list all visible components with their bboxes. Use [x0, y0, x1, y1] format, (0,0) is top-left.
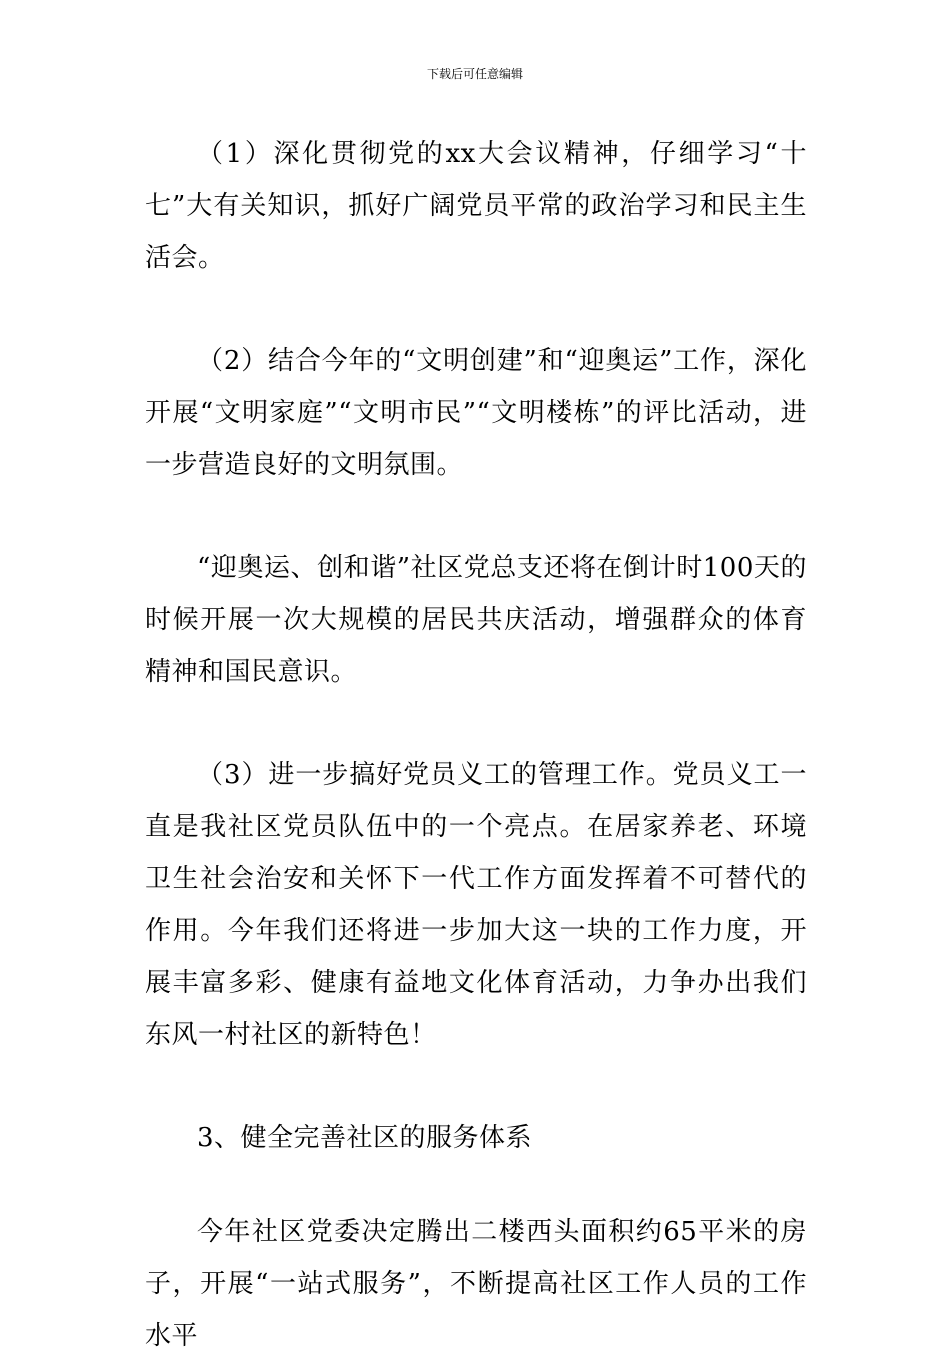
paragraph-spacer — [145, 698, 807, 749]
paragraph-volunteer-management: （3）进一步搞好党员义工的管理工作。党员义工一直是我社区党员队伍中的一个亮点。在居家养老、环境卫生社会治安和关怀下一代工作方面发挥着不可替代的作用。今年我们还将进一步加大这一块的工作力度，开展丰富多彩、健康有益地文化体育活动，力争办出我们东风一村社区的新特色！ — [145, 760, 807, 1050]
paragraph-civilization-campaign: （2）结合今年的“文明创建”和“迎奥运”工作，深化开展“文明家庭”“文明市民”“文明楼栋”的评比活动，进一步营造良好的文明氛围。 — [145, 346, 807, 480]
paragraph-study-spirit: （1）深化贯彻党的xx大会议精神，仔细学习“十七”大有关知识，抓好广阔党员平常的政治学习和民主生活会。 — [145, 139, 807, 273]
paragraph-spacer — [145, 1164, 807, 1206]
section-heading-service-system: 3、健全完善社区的服务体系 — [197, 1123, 533, 1153]
paragraph-spacer — [145, 491, 807, 542]
document-body — [145, 128, 807, 1362]
paragraph-olympics-celebration: “迎奥运、创和谐”社区党总支还将在倒计时100天的时候开展一次大规模的居民共庆活动，增强群众的体育精神和国民意识。 — [145, 553, 807, 687]
paragraph-spacer — [145, 1061, 807, 1112]
paragraph-one-stop-service: 今年社区党委决定腾出二楼西头面积约65平米的房子，开展“一站式服务”，不断提高社区工作人员的工作水平 — [145, 1217, 807, 1351]
page-header: 下载后可任意编辑 — [426, 67, 523, 81]
paragraph-spacer — [145, 284, 807, 335]
